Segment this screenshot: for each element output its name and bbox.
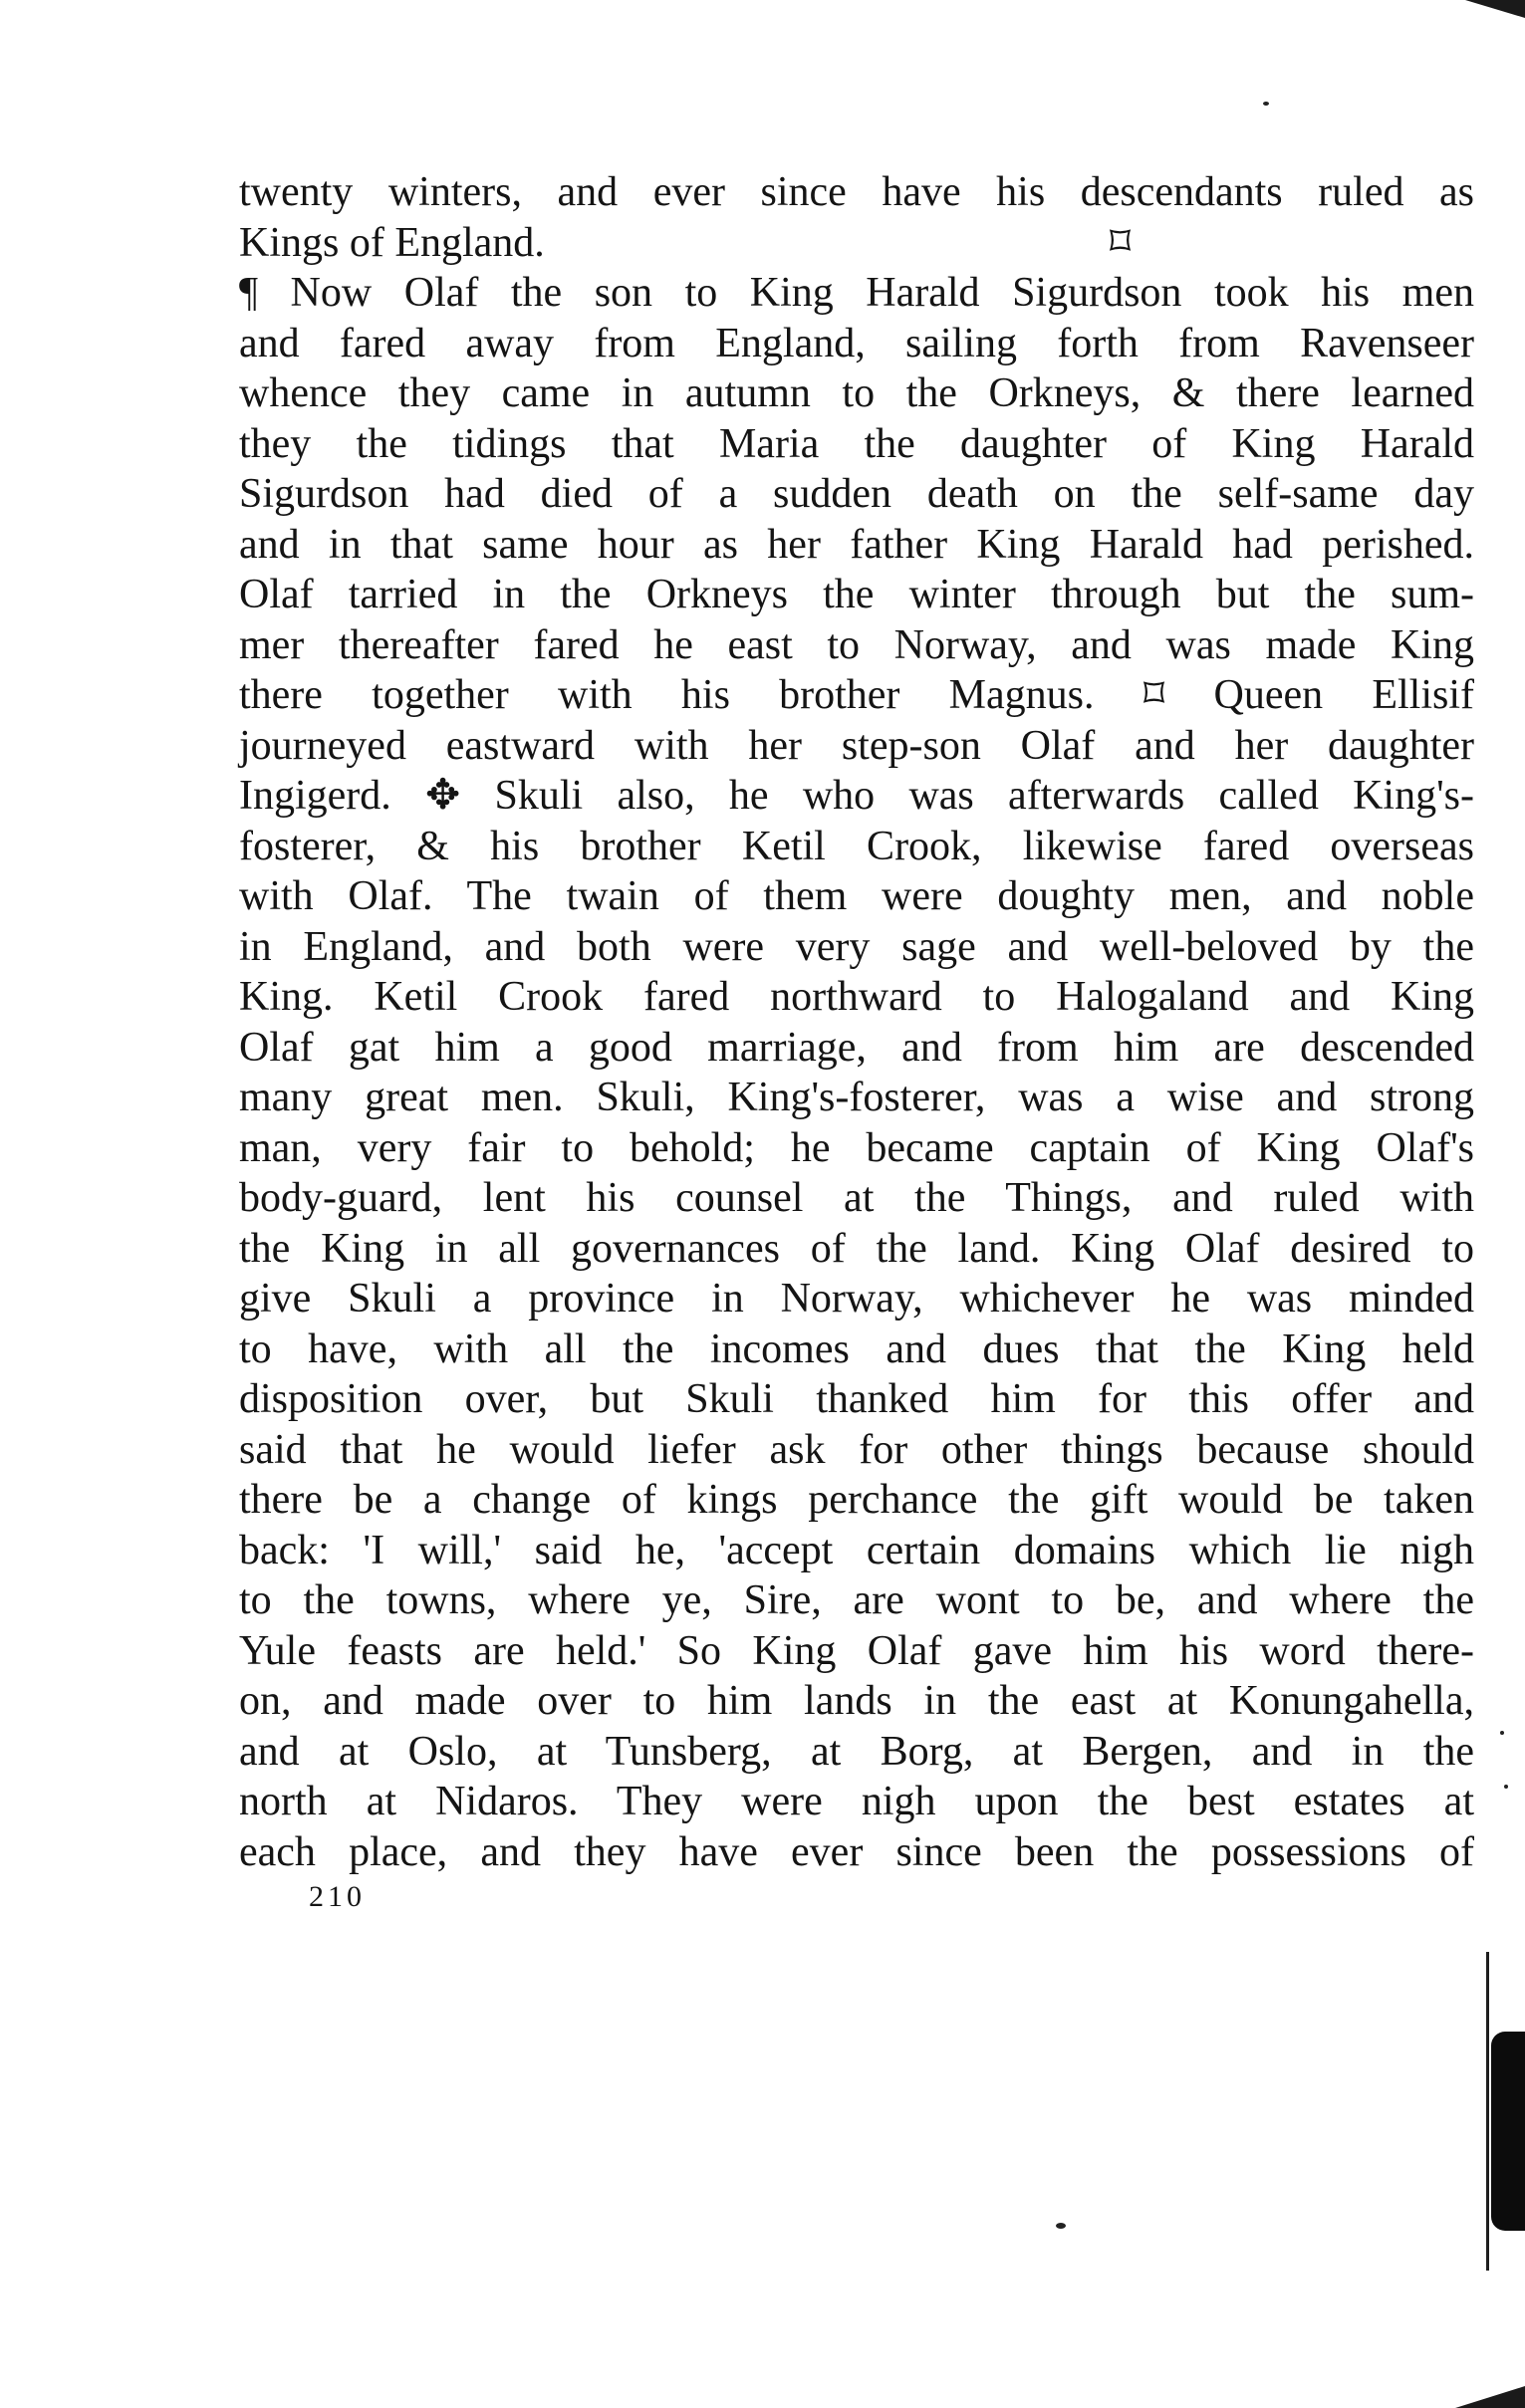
text-line: to the towns, where ye, Sire, are wont to be, and where the — [239, 1577, 1474, 1623]
text-line: they the tidings that Maria the daughter of King Harald — [239, 420, 1474, 467]
text-line: to have, with all the incomes and dues that the King held — [239, 1325, 1474, 1372]
scan-speck — [1056, 2223, 1066, 2229]
text-line: each place, and they have ever since been the possessions of — [239, 1828, 1474, 1875]
scan-edge-shadow — [1491, 2032, 1525, 2231]
text-line: the King in all governances of the land. King Olaf desired to — [239, 1225, 1474, 1272]
text-line: Sigurdson had died of a sudden death on the self-same day — [239, 471, 1474, 517]
text-line: Yule feasts are held.' So King Olaf gave him his word there- — [239, 1627, 1474, 1674]
scan-edge-line — [1486, 1952, 1489, 2271]
text-line: whence they came in autumn to the Orkneys, & there learned — [239, 370, 1474, 416]
scan-speck — [1504, 1785, 1508, 1789]
body-text — [239, 167, 1474, 1877]
text-line: there together with his brother Magnus. ⌑ Queen Ellisif — [239, 672, 1474, 718]
text-line: said that he would liefer ask for other things because should — [239, 1426, 1474, 1473]
text-line: back: 'I will,' said he, 'accept certain domains which lie nigh — [239, 1527, 1474, 1573]
page-number: 210 — [309, 1880, 366, 1913]
text-line: fosterer, & his brother Ketil Crook, likewise fared overseas — [239, 823, 1474, 869]
text-line: there be a change of kings perchance the gift would be taken — [239, 1477, 1474, 1523]
text-line: on, and made over to him lands in the east at Konungahella, — [239, 1678, 1474, 1724]
scan-corner-mark-top — [1465, 0, 1525, 18]
text-line: in England, and both were very sage and well-beloved by the — [239, 923, 1474, 970]
text-line: and fared away from England, sailing forth from Ravenseer — [239, 320, 1474, 366]
text-line: and at Oslo, at Tunsberg, at Borg, at Bergen, and in the — [239, 1728, 1474, 1775]
text-line: north at Nidaros. They were nigh upon the best estates at — [239, 1779, 1474, 1824]
text-line: Olaf tarried in the Orkneys the winter through but the sum- — [239, 572, 1474, 617]
text-line: Olaf gat him a good marriage, and from him are descended — [239, 1024, 1474, 1071]
text-line: Ingigerd. ✥ Skuli also, he who was afterwards called King's- — [239, 773, 1474, 819]
text-line: give Skuli a province in Norway, whichever he was minded — [239, 1276, 1474, 1322]
text-line: with Olaf. The twain of them were doughty men, and noble — [239, 873, 1474, 919]
text-line: and in that same hour as her father King Harald had perished. — [239, 521, 1474, 568]
scan-speck — [1263, 102, 1269, 106]
text-line: ¶ Now Olaf the son to King Harald Sigurdson took his men — [239, 270, 1474, 316]
text-line: King. Ketil Crook fared northward to Halogaland and King — [239, 974, 1474, 1020]
text-line: disposition over, but Skuli thanked him for this offer and — [239, 1376, 1474, 1422]
text-line: man, very fair to behold; he became captain of King Olaf's — [239, 1124, 1474, 1171]
text-line: body-guard, lent his counsel at the Things, and ruled with — [239, 1175, 1474, 1221]
text-line: mer thereafter fared he east to Norway, and was made King — [239, 621, 1474, 668]
text-line: Kings of England. ⌑ — [239, 219, 1132, 266]
text-line: many great men. Skuli, King's-fosterer, was a wise and strong — [239, 1075, 1474, 1120]
text-line: journeyed eastward with her step-son Olaf and her daughter — [239, 722, 1474, 769]
scan-corner-mark-bottom — [1455, 2386, 1525, 2408]
scan-speck — [1500, 1731, 1504, 1735]
text-line: twenty winters, and ever since have his descendants ruled as — [239, 169, 1474, 215]
